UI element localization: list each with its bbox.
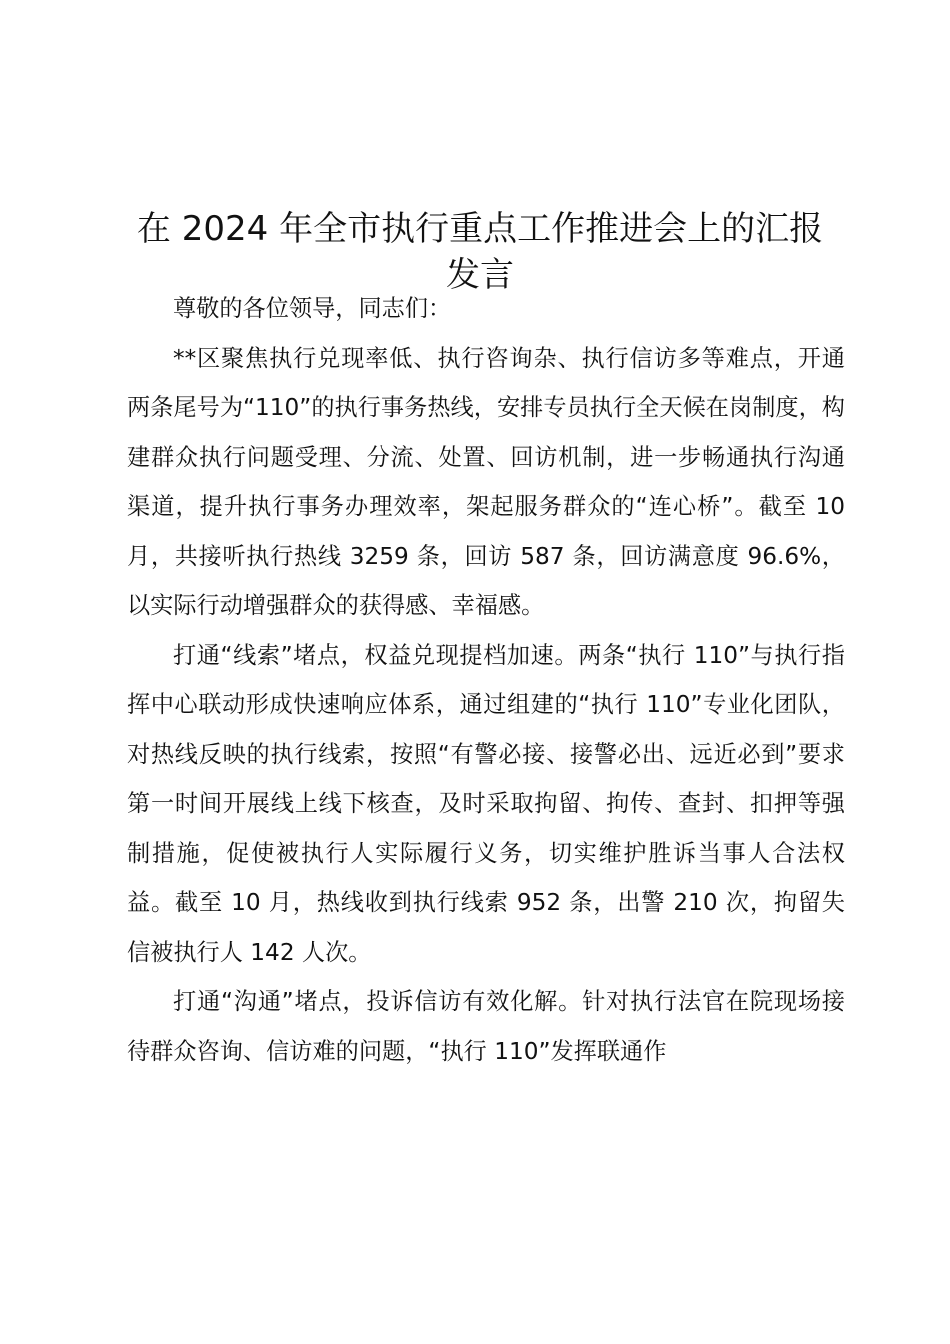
- title-line-1: 在 2024 年全市执行重点工作推进会上的汇报: [136, 208, 824, 249]
- paragraph-2: 打通“线索”堵点，权益兑现提档加速。两条“执行 110”与执行指挥中心联动形成快速响应体系，通过组建的“执行 110”专业化团队，对热线反映的执行线索，按照“有警必接、接警必出、远近必到”要求第一时间开展线上线下核查，及时采取拘留、拘传、查封、扣押等强制措施，促使被执行人实际履行义务，切实维护胜诉当事人合法权益。截至 10 月，热线收到执行线索 952 条，出警 210 次，拘留失信被执行人 142 人次。: [127, 641, 845, 966]
- document-body: [127, 284, 845, 1076]
- paragraph-1: **区聚焦执行兑现率低、执行咨询杂、执行信访多等难点，开通两条尾号为“110”的执行事务热线，安排专员执行全天候在岗制度，构建群众执行问题受理、分流、处置、回访机制，进一步畅通执行沟通渠道，提升执行事务办理效率，架起服务群众的“连心桥”。截至 10 月，共接听执行热线 3259 条，回访 587 条，回访满意度 96.6%，以实际行动增强群众的获得感、幸福感。: [127, 344, 845, 619]
- greeting: 尊敬的各位领导，同志们：: [173, 295, 452, 322]
- paragraph-3: 打通“沟通”堵点，投诉信访有效化解。针对执行法官在院现场接待群众咨询、信访难的问题，“执行 110”发挥联通作: [127, 988, 845, 1065]
- title-line-2: 发言: [446, 254, 514, 295]
